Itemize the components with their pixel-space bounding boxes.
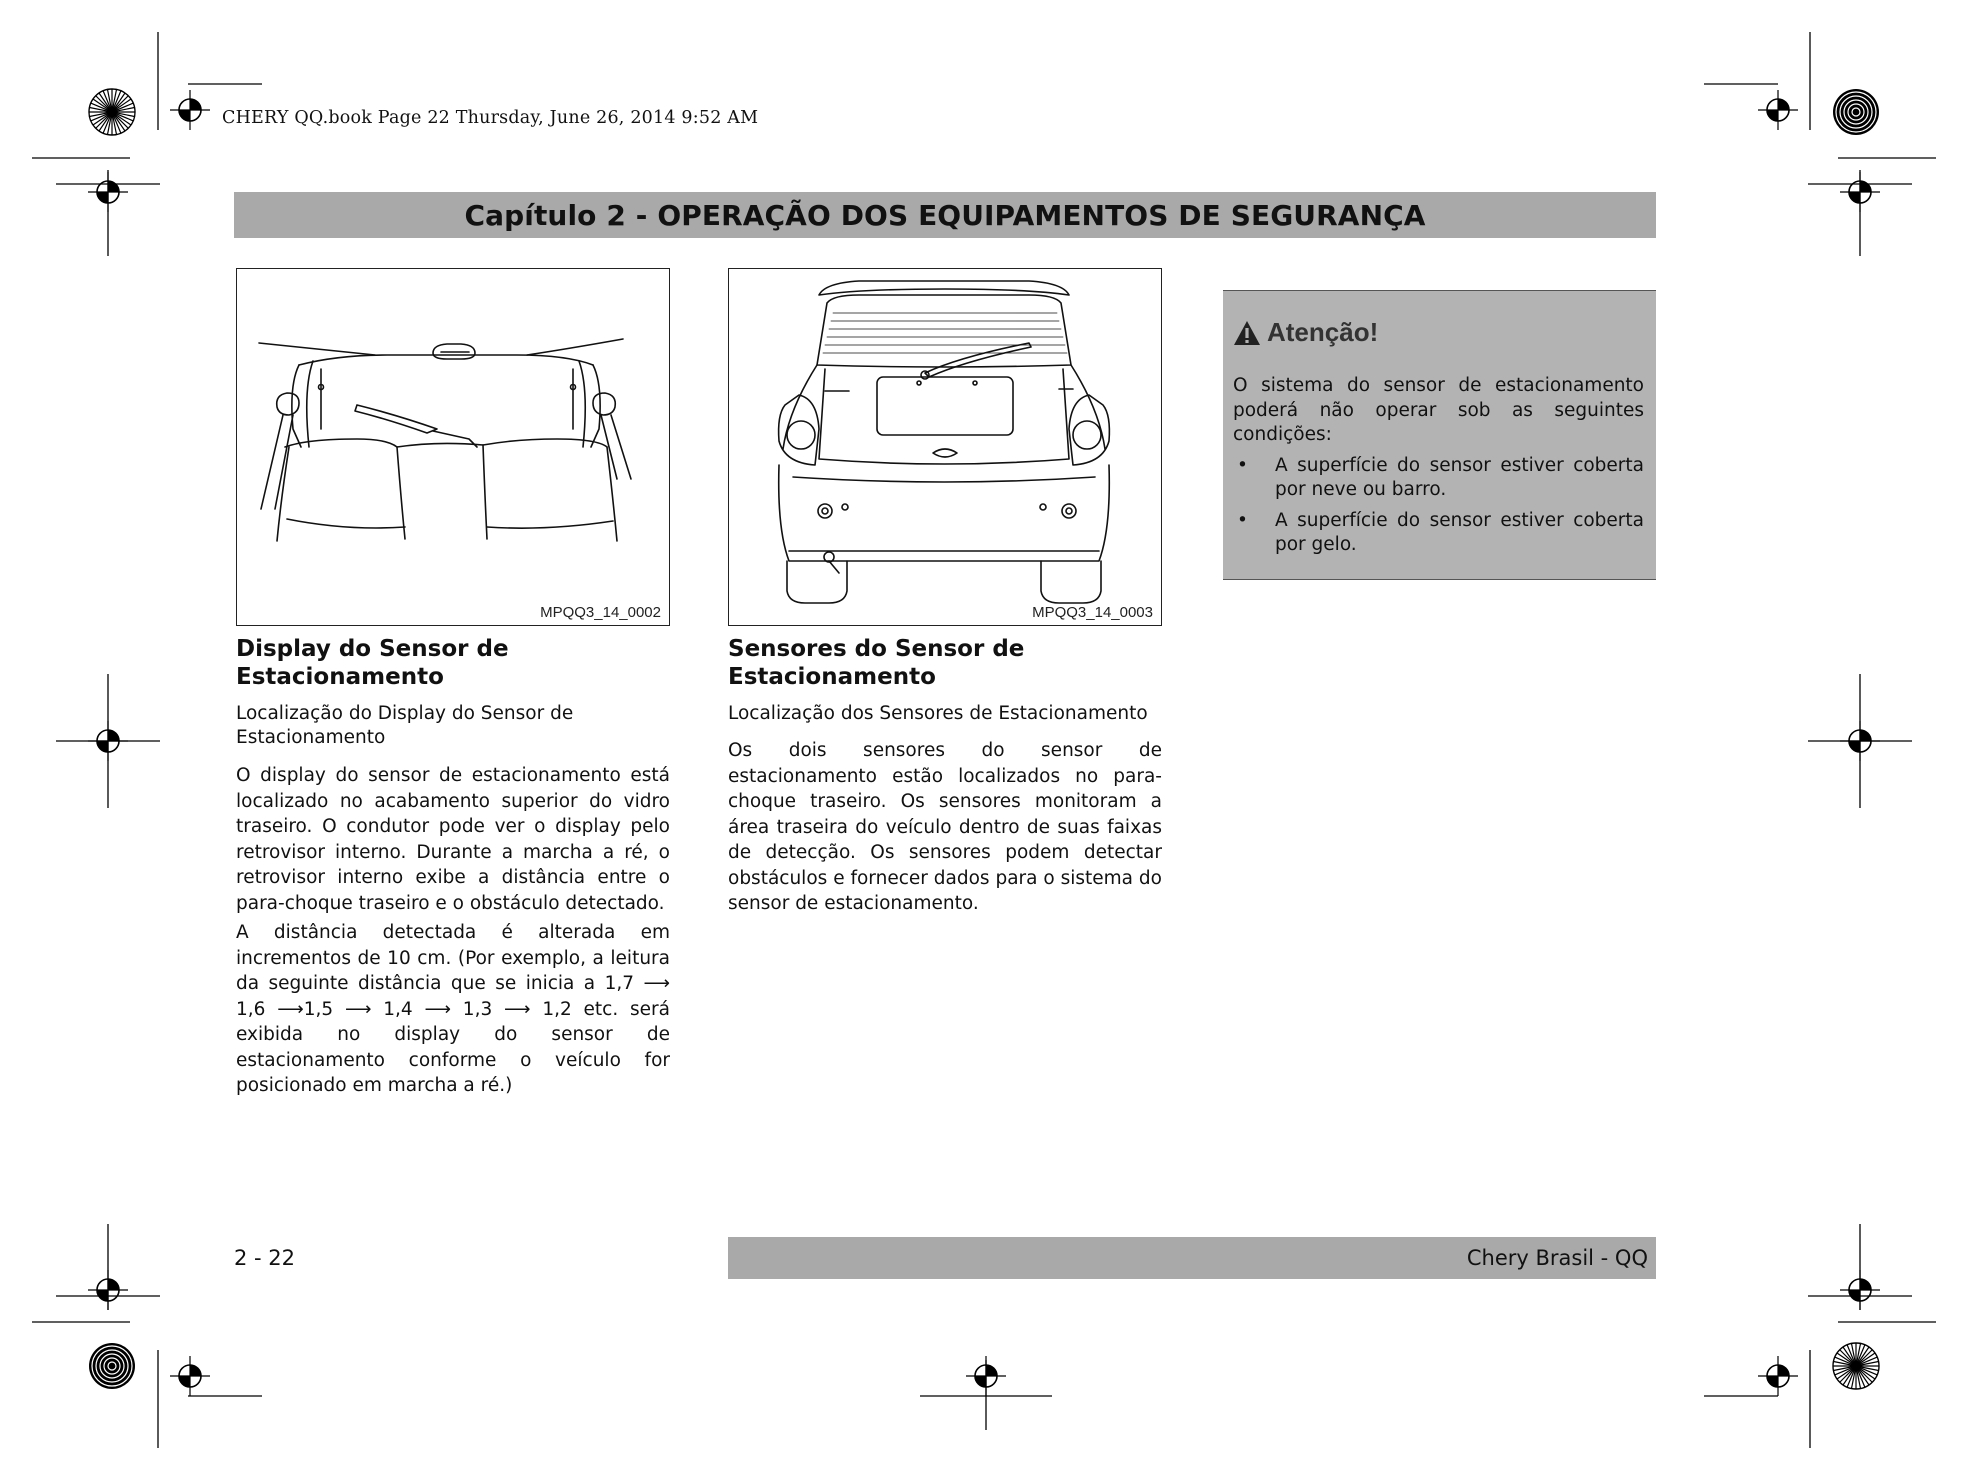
warning-triangle-icon (1233, 320, 1261, 346)
figure-rear-bumper-sensors (728, 268, 1162, 626)
bullet-mark: • (1237, 454, 1248, 476)
paragraph: Os dois sensores do sensor de estacionamento estão localizados no para-choque traseiro. Os sensores monitoram a área traseira do veículo dentro de suas faixas de detecção. Os sensores podem detectar obstáculos e fornecer dados para o sistema do sensor de estacionamento. (728, 740, 1162, 914)
bullet-mark: • (1237, 509, 1248, 531)
paragraph: O display do sensor de estacionamento está localizado no acabamento superior do vidro traseiro. O condutor pode ver o display pelo retrovisor interno. Durante a marcha a ré, o retrovisor interno exibe a distância entre o para-choque traseiro e o obstáculo detectado. (236, 765, 670, 914)
footer-brand: Chery Brasil - QQ (1466, 1246, 1648, 1270)
figure-code: MPQQ3_14_0003 (1032, 604, 1153, 621)
col1-body (236, 763, 670, 1103)
col2-body (728, 738, 1162, 921)
chapter-title-bar (234, 192, 1656, 238)
paragraph: A distância detectada é alterada em incrementos de 10 cm. (Por exemplo, a leitura da seguinte distância que se inicia a 1,7 ⟶ 1,6 ⟶1,5 ⟶ 1,4 ⟶ 1,3 ⟶ 1,2 etc. será exibida no display do sensor de estacionamento conforme o veículo for posicionado em marcha a ré.) (236, 922, 670, 1096)
warning-title-text: Atenção! (1267, 317, 1379, 347)
car-rear-illustration (729, 269, 1161, 625)
warning-box (1223, 290, 1656, 580)
section-heading-sensors: Sensores do Sensor de Estacionamento (728, 636, 1025, 690)
subheading-sensors-location: Localização dos Sensores de Estacionamento (728, 703, 1148, 724)
rear-window-illustration (237, 269, 669, 625)
page-number: 2 - 22 (234, 1246, 296, 1270)
figure-code: MPQQ3_14_0002 (540, 604, 661, 621)
warning-bullet (1233, 454, 1644, 503)
bullet-text: A superfície do sensor estiver coberta por neve ou barro. (1275, 454, 1644, 500)
bullet-text: A superfície do sensor estiver coberta por gelo. (1275, 509, 1644, 555)
warning-bullet (1233, 509, 1644, 558)
warning-title (1233, 317, 1644, 348)
section-heading-display: Display do Sensor de Estacionamento (236, 636, 509, 690)
print-slug: CHERY QQ.book Page 22 Thursday, June 26, 2014 9:52 AM (222, 108, 759, 128)
warning-intro: O sistema do sensor de estacionamento poderá não operar sob as seguintes condições: (1233, 375, 1644, 445)
footer-bar (728, 1237, 1656, 1279)
figure-rear-window-display (236, 268, 670, 626)
chapter-title: Capítulo 2 - OPERAÇÃO DOS EQUIPAMENTOS DE SEGURANÇA (464, 198, 1426, 232)
subheading-display-location: Localização do Display do Sensor de Estacionamento (236, 703, 574, 748)
